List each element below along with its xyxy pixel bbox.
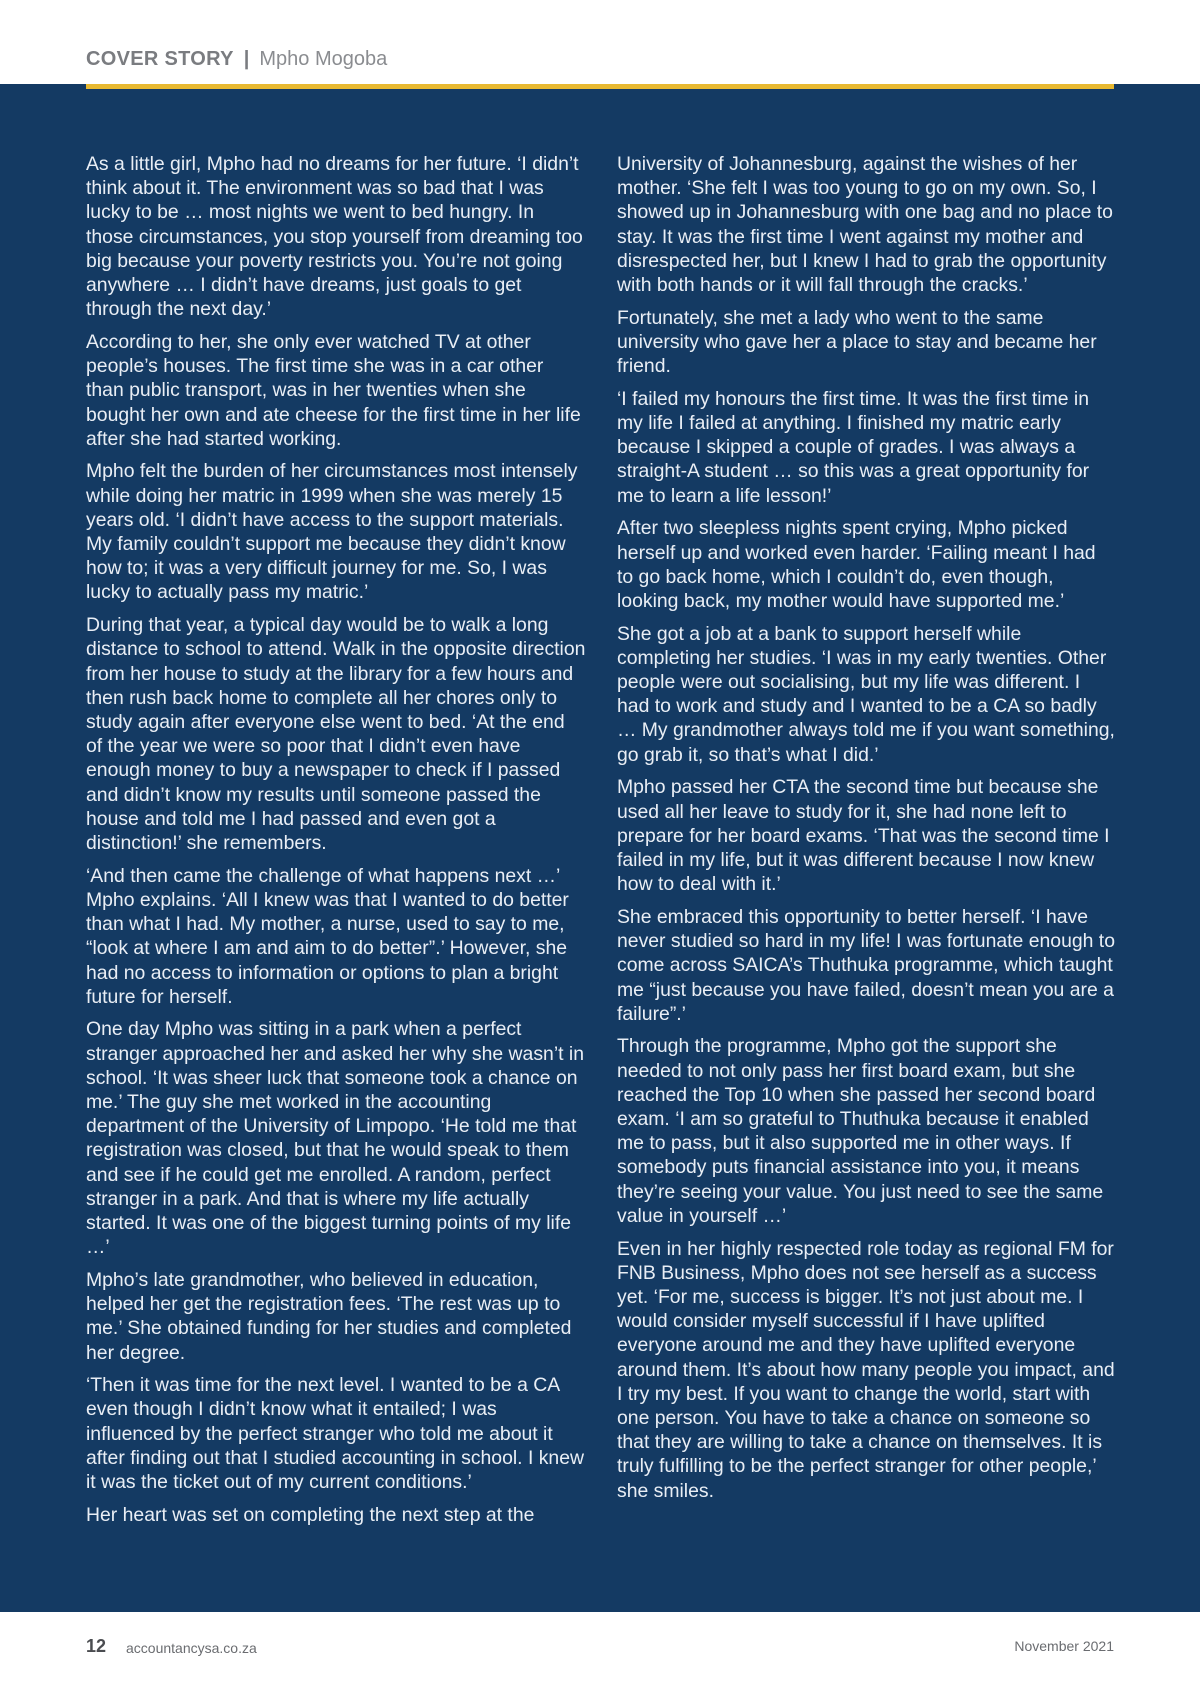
paragraph: Through the programme, Mpho got the support she needed to not only pass her first board exam, but she reached the Top 10 when she passed her second board exam. ‘I am so grateful to Thuthuka because it enabled me to pass, but it also supported me in other ways. If somebody puts financial assistance into you, it means they’re seeing your value. You just need to see the same value in yourself …’	[617, 1035, 1104, 1227]
paragraph: During that year, a typical day would be to walk a long distance to school to attend. Walk in the opposite direction from her house to study at the library for a few hours and then rush back home to complete all her chores only to study again after everyone else went to bed. ‘At the end of the year we were so poor that I didn’t even have enough money to buy a newspaper to check if I passed and didn’t know my results until someone passed the house and told me I had passed and even got a distinction!’ she remembers.	[86, 614, 586, 854]
paragraph: ‘And then came the challenge of what happens next …’ Mpho explains. ‘All I knew was that I wanted to do better than what I had. My mother, a nurse, used to say to me, “look at where I am and aim to do better”.’ However, she had no access to information or options to plan a bright future for herself.	[86, 864, 569, 1008]
paragraph: As a little girl, Mpho had no dreams for her future. ‘I didn’t think about it. The environment was so bad that I was lucky to be … most nights we went to bed hungry. In those circumstances, you stop yourself from dreaming too big because your poverty restricts you. You’re not going anywhere … I didn’t have dreams, just goals to get through the next day.’	[86, 153, 583, 321]
header-separator: |	[243, 48, 250, 70]
paragraph: After two sleepless nights spent crying, Mpho picked herself up and worked even harder. ‘Failing meant I had to go back home, which I couldn’t do, even though, looking back, my mother would have supported me.’	[617, 517, 1096, 612]
paragraph: She embraced this opportunity to better herself. ‘I have never studied so hard in my life! I was fortunate enough to come across SAICA’s Thuthuka programme, which taught me “just because you have failed, doesn’t mean you are a failure”.’	[617, 905, 1115, 1025]
paragraph: Mpho’s late grandmother, who believed in education, helped her get the registration fees. ‘The rest was up to me.’ She obtained funding for her studies and completed her degree.	[86, 1268, 572, 1364]
paragraph: Her heart was set on completing the next step at the	[86, 1503, 535, 1526]
issue-date: November 2021	[1014, 1638, 1114, 1654]
story-subject: Mpho Mogoba	[259, 48, 388, 70]
paragraph: ‘Then it was time for the next level. I wanted to be a CA even though I didn’t know what it entailed; I was influenced by the perfect stranger who told me about it after finding out that I studied accounting in school. I knew it was the ticket out of my current conditions.’	[86, 1374, 585, 1494]
page-header	[0, 0, 1200, 84]
paragraph: Even in her highly respected role today as regional FM for FNB Business, Mpho does not see herself as a success yet. ‘For me, success is bigger. It’s not just about me. I would consider myself successful if I have uplifted everyone around me and they have uplifted everyone around them. It’s about how many people you impact, and I try my best. If you want to change the world, start with one person. You have to take a chance on someone so that they are willing to take a chance on themselves. It is truly fulfilling to be the perfect stranger for other people,’ she smiles.	[617, 1237, 1115, 1502]
section-label: COVER STORY	[86, 48, 234, 70]
header-rule	[86, 84, 1114, 89]
page-number: 12	[86, 1636, 107, 1656]
running-head	[86, 46, 387, 72]
paragraph: ‘I failed my honours the first time. It was the first time in my life I failed at anything. I finished my matric early because I skipped a couple of grades. I was always a straight-A student … so this was a great opportunity for me to learn a life lesson!’	[617, 387, 1090, 507]
paragraph: University of Johannesburg, against the wishes of her mother. ‘She felt I was too young to go on my own. So, I showed up in Johannesburg with one bag and no place to stay. It was the first time I went against my mother and disrespected her, but I knew I had to grab the opportunity with both hands or it will fall through the cracks.’	[617, 153, 1113, 297]
paragraph: According to her, she only ever watched TV at other people’s houses. The first time she was in a car other than public transport, was in her twenties when she bought her own and ate cheese for the first time in her life after she had started working.	[86, 330, 581, 450]
paragraph: One day Mpho was sitting in a park when a perfect stranger approached her and asked her why she wasn’t in school. ‘It was sheer luck that someone took a chance on me.’ The guy she met worked in the accounting department of the University of Limpopo. ‘He told me that registration was closed, but that he would speak to them and see if he could get me enrolled. A random, perfect stranger in a park. And that is where my life actually started. It was one of the biggest turning points of my life …’	[86, 1018, 584, 1259]
article-column-right	[617, 152, 1117, 1511]
paragraph: She got a job at a bank to support herself while completing her studies. ‘I was in my early twenties. Other people were out socialising, but my life was different. I had to work and study and I wanted to be a CA so badly … My grandmother always told me if you want something, go grab it, so that’s what I did.’	[617, 622, 1115, 766]
paragraph: Fortunately, she met a lady who went to the same university who gave her a place to stay and became her friend.	[617, 306, 1097, 378]
website-link[interactable]: accountancysa.co.za	[126, 1640, 257, 1656]
article-column-left	[86, 152, 586, 1535]
paragraph: Mpho passed her CTA the second time but because she used all her leave to study for it, she had none left to prepare for her board exams. ‘That was the second time I failed in my life, but it was different because I now knew how to deal with it.’	[617, 776, 1110, 896]
paragraph: Mpho felt the burden of her circumstances most intensely while doing her matric in 1999 when she was merely 15 years old. ‘I didn’t have access to the support materials. My family couldn’t support me because they didn’t know how to; it was a very difficult journey for me. So, I was lucky to actually pass my matric.’	[86, 460, 578, 604]
